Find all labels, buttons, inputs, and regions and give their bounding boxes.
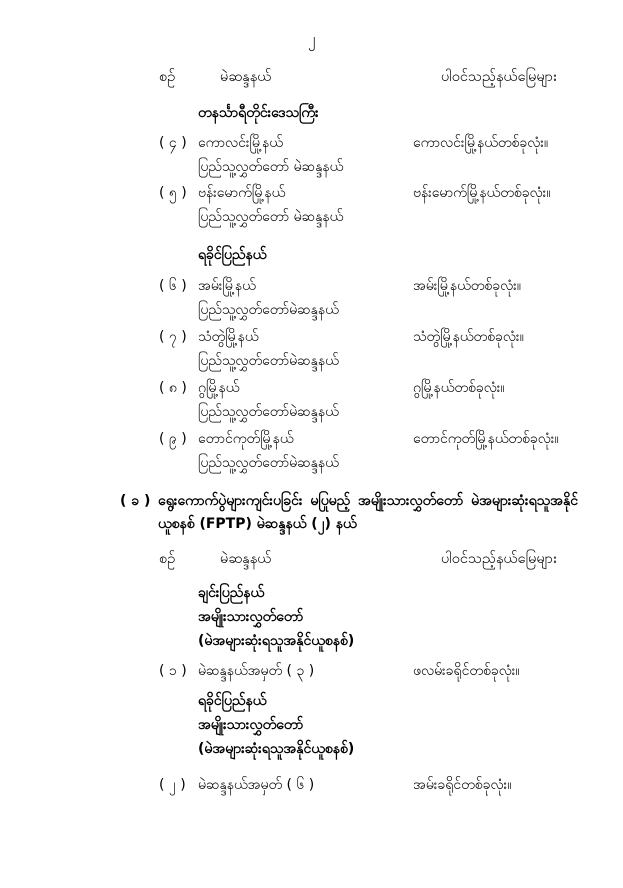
constituency-name: မဲဆန္ဒနယ်အမှတ် ( ၆ ) bbox=[198, 777, 315, 793]
table-row bbox=[0, 133, 623, 153]
table-row bbox=[0, 276, 623, 296]
table-row bbox=[0, 429, 623, 449]
constituency-type: ပြည်သူ့လွှတ်တော်မဲဆန္ဒနယ် bbox=[198, 455, 339, 471]
row-number: ( ၁ ) bbox=[159, 663, 187, 679]
row-number: ( ၄ ) bbox=[159, 135, 187, 151]
constituency-type: ပြည်သူ့လွှတ်တော်မဲဆန္ဒနယ် bbox=[198, 302, 339, 318]
region-heading-rakhine: ရခိုင်ပြည်နယ် bbox=[198, 693, 267, 709]
header-no: စဉ် bbox=[159, 551, 176, 567]
included-area: ကောလင်းမြို့နယ်တစ်ခုလုံး။ bbox=[413, 135, 549, 151]
table1-header bbox=[0, 68, 623, 88]
region-heading-tanintharyi: တနင်္သာရီတိုင်းဒေသကြီး bbox=[198, 105, 319, 121]
chamber-heading: အမျိုးသားလွှတ်တော် bbox=[198, 717, 304, 733]
constituency-name: ဗန်းမောက်မြို့နယ် bbox=[198, 185, 286, 201]
constituency-name: သံတွဲမြို့နယ် bbox=[198, 329, 259, 345]
page-number: ၂ bbox=[307, 30, 316, 48]
region-heading-rakhine: ရခိုင်ပြည်နယ် bbox=[198, 247, 267, 263]
table-row bbox=[0, 327, 623, 347]
included-area: တောင်ကုတ်မြို့နယ်တစ်ခုလုံး။ bbox=[413, 431, 559, 447]
constituency-type: ပြည်သူ့လွှတ်တော် မဲဆန္ဒနယ် bbox=[198, 159, 344, 175]
row-number: ( ၅ ) bbox=[159, 185, 187, 201]
section-paragraph bbox=[120, 490, 580, 538]
header-constituency: မဲဆန္ဒနယ် bbox=[220, 551, 272, 567]
constituency-name: ကောလင်းမြို့နယ် bbox=[198, 135, 283, 151]
row-number: ( ၈ ) bbox=[159, 380, 187, 396]
table-row bbox=[0, 661, 623, 681]
paragraph-number: ( ခ ) bbox=[120, 493, 151, 509]
table-row bbox=[0, 183, 623, 203]
header-constituency: မဲဆန္ဒနယ် bbox=[220, 69, 272, 85]
included-area: ဗန်းမောက်မြို့နယ်တစ်ခုလုံး။ bbox=[413, 185, 551, 201]
table2-header bbox=[0, 550, 623, 570]
constituency-type: ပြည်သူ့လွှတ်တော် မဲဆန္ဒနယ် bbox=[198, 209, 344, 225]
constituency-name: မဲဆန္ဒနယ်အမှတ် ( ၃ ) bbox=[198, 663, 315, 679]
system-heading: (မဲအများဆုံးရသူအနိုင်ယူစနစ်) bbox=[198, 633, 355, 649]
header-no: စဉ် bbox=[159, 69, 176, 85]
table-row bbox=[0, 775, 623, 795]
chamber-heading: အမျိုးသားလွှတ်တော် bbox=[198, 609, 304, 625]
constituency-type: ပြည်သူ့လွှတ်တော်မဲဆန္ဒနယ် bbox=[198, 404, 339, 420]
constituency-name: ဂွမြို့နယ် bbox=[198, 380, 240, 396]
included-area: ဖလမ်းခရိုင်တစ်ခုလုံး။ bbox=[413, 663, 520, 679]
region-heading-chin: ချင်းပြည်နယ် bbox=[198, 585, 265, 601]
table-row bbox=[0, 378, 623, 398]
included-area: အမ်းခရိုင်တစ်ခုလုံး။ bbox=[413, 777, 512, 793]
system-heading: (မဲအများဆုံးရသူအနိုင်ယူစနစ်) bbox=[198, 741, 355, 757]
constituency-name: တောင်ကုတ်မြို့နယ် bbox=[198, 431, 294, 447]
constituency-type: ပြည်သူ့လွှတ်တော်မဲဆန္ဒနယ် bbox=[198, 353, 339, 369]
row-number: ( ၇ ) bbox=[159, 329, 187, 345]
included-area: သံတွဲမြို့နယ်တစ်ခုလုံး။ bbox=[413, 329, 524, 345]
included-area: ဂွမြို့နယ်တစ်ခုလုံး။ bbox=[413, 380, 505, 396]
row-number: ( ၉ ) bbox=[159, 431, 187, 447]
row-number: ( ၆ ) bbox=[159, 278, 187, 294]
constituency-name: အမ်းမြို့နယ် bbox=[198, 278, 256, 294]
header-area: ပါဝင်သည့်နယ်မြေများ bbox=[441, 551, 557, 567]
row-number: ( ၂ ) bbox=[159, 777, 186, 793]
header-area: ပါဝင်သည့်နယ်မြေများ bbox=[441, 69, 557, 85]
paragraph-text: ရွေးကောက်ပွဲများကျင်းပခြင်း မပြုမည့် အမျိုးသားလွှတ်တော် မဲအများဆုံးရသူအနိုင်ယူစနစ် (FPTP) မဲဆန္ဒနယ် (၂) နယ် bbox=[158, 493, 578, 532]
included-area: အမ်းမြို့နယ်တစ်ခုလုံး။ bbox=[413, 278, 522, 294]
